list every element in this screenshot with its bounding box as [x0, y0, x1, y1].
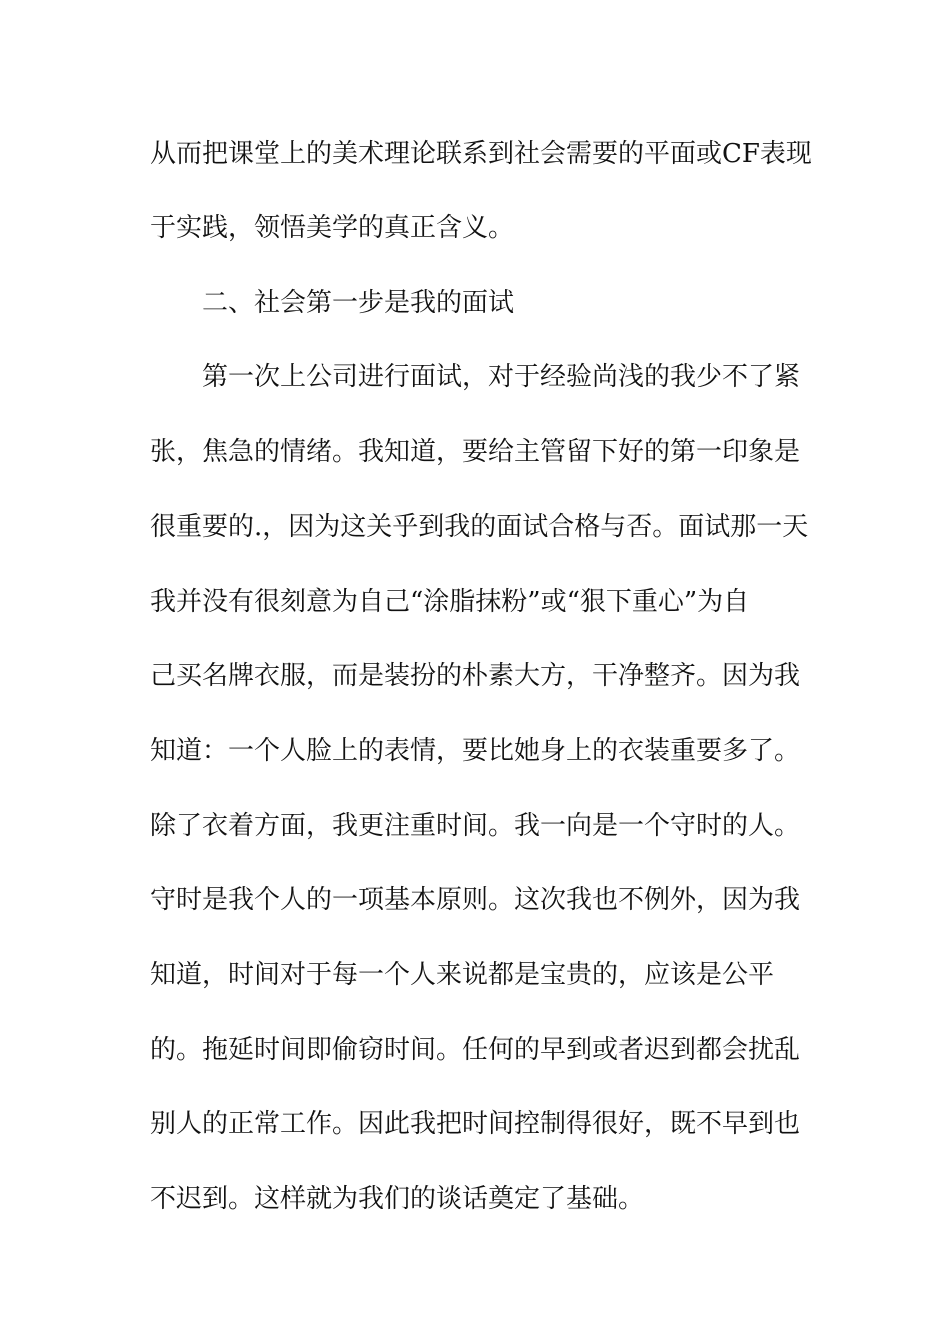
paragraph-line: 己买名牌衣服，而是装扮的朴素大方，干净整齐。因为我	[150, 661, 801, 691]
paragraph-line: 第一次上公司进行面试，对于经验尚浅的我少不了紧	[202, 362, 801, 392]
paragraph-line: 除了衣着方面，我更注重时间。我一向是一个守时的人。	[150, 811, 801, 841]
paragraph-line: 别人的正常工作。因此我把时间控制得很好，既不早到也	[150, 1109, 801, 1139]
paragraph-line: 知道：一个人脸上的表情，要比她身上的衣装重要多了。	[150, 736, 801, 766]
paragraph-line: 张，焦急的情绪。我知道，要给主管留下好的第一印象是	[150, 437, 801, 467]
paragraph-line: 不迟到。这样就为我们的谈话奠定了基础。	[150, 1184, 645, 1214]
paragraph-line: 守时是我个人的一项基本原则。这次我也不例外，因为我	[150, 885, 801, 915]
paragraph-line: 我并没有很刻意为自己“涂脂抹粉”或“狠下重心”为自	[150, 587, 750, 617]
paragraph-line: 于实践，领悟美学的真正含义。	[150, 213, 515, 243]
paragraph-line: 知道，时间对于每一个人来说都是宝贵的，应该是公平	[150, 960, 775, 990]
paragraph-line: 的。拖延时间即偷窃时间。任何的早到或者迟到都会扰乱	[150, 1035, 801, 1065]
paragraph-line: 从而把课堂上的美术理论联系到社会需要的平面或CF表现	[150, 139, 812, 169]
paragraph-line: 很重要的.，因为这关乎到我的面试合格与否。面试那一天	[150, 512, 809, 542]
section-heading: 二、社会第一步是我的面试	[202, 288, 515, 318]
